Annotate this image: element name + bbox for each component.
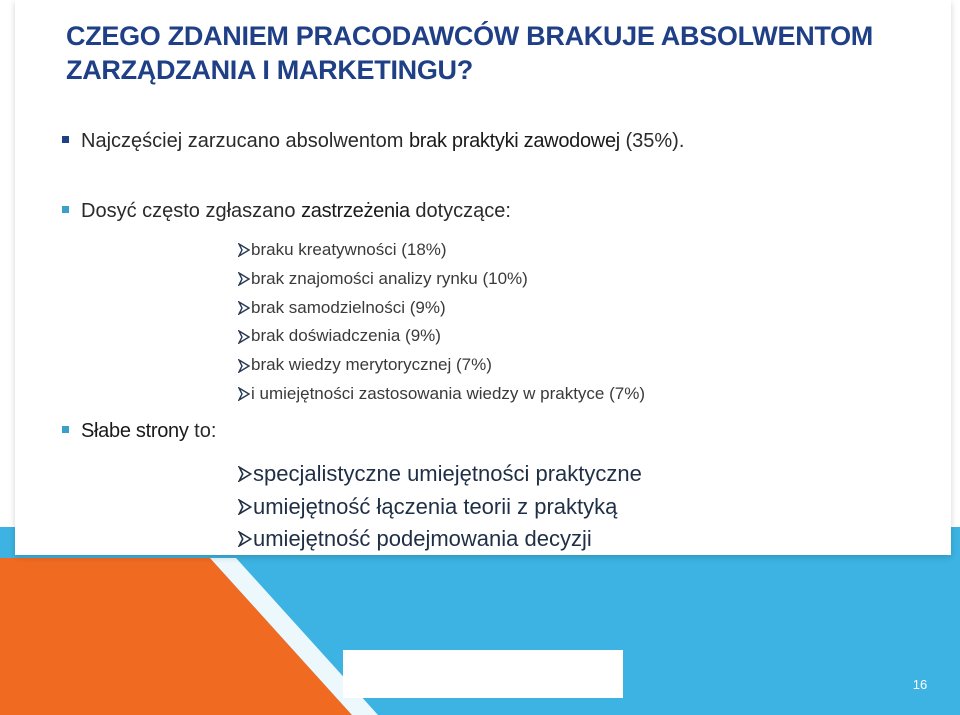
page-number: 16	[912, 677, 928, 692]
bullet-main-criticism	[62, 130, 684, 153]
list-item: braku kreatywności (18%)	[238, 236, 645, 265]
list-item: umiejętność podejmowania decyzji	[238, 523, 642, 556]
bullet-weaknesses	[62, 420, 216, 443]
arrow-bullet-icon	[238, 531, 252, 547]
list-item: brak znajomości analizy rynku (10%)	[238, 265, 645, 294]
list-item: i umiejętności zastosowania wiedzy w praktyce (7%)	[238, 380, 645, 409]
weaknesses-list	[238, 458, 642, 556]
list-item: umiejętność łączenia teorii z praktyką	[238, 491, 642, 524]
arrow-bullet-icon	[238, 301, 250, 315]
concerns-list	[238, 236, 645, 409]
list-item: brak wiedzy merytorycznej (7%)	[238, 351, 645, 380]
arrow-bullet-icon	[238, 466, 252, 482]
square-bullet-icon	[62, 136, 69, 143]
arrow-bullet-icon	[238, 387, 250, 401]
square-bullet-icon	[62, 206, 69, 213]
list-item: brak samodzielności (9%)	[238, 294, 645, 323]
arrow-bullet-icon	[238, 272, 250, 286]
arrow-bullet-icon	[238, 243, 250, 257]
arrow-bullet-icon	[238, 359, 250, 373]
slide-title: CZEGO ZDANIEM PRACODAWCÓW BRAKUJE ABSOLWENTOM ZARZĄDZANIA I MARKETINGU?	[66, 21, 873, 85]
square-bullet-icon	[62, 426, 69, 433]
list-item: specjalistyczne umiejętności praktyczne	[238, 458, 642, 491]
bullet-text: Słabe strony to:	[81, 420, 217, 442]
bullet-text: Najczęściej zarzucano absolwentom brak praktyki zawodowej (35%).	[81, 130, 685, 152]
bullet-concerns	[62, 200, 511, 223]
list-item: brak doświadczenia (9%)	[238, 322, 645, 351]
footer-placeholder	[343, 650, 623, 698]
arrow-bullet-icon	[238, 330, 250, 344]
arrow-bullet-icon	[238, 499, 252, 515]
bullet-text: Dosyć często zgłaszano zastrzeżenia dotyczące:	[81, 200, 511, 222]
